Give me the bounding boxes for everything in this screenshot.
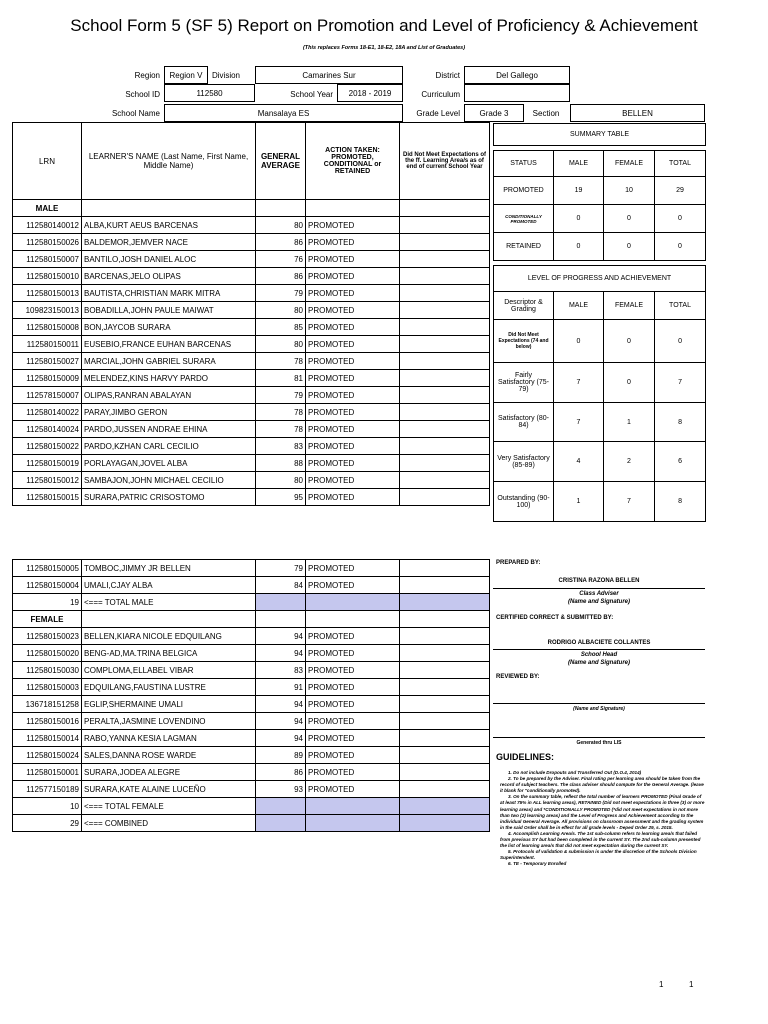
learner-lrn: 112580150012 [13, 472, 82, 489]
progress-total: 6 [655, 442, 706, 482]
school-name-label: School Name [111, 109, 160, 118]
summary-male: 0 [554, 205, 604, 233]
summary-status: CONDITIONALLY PROMOTED [494, 205, 554, 233]
learner-notmet [400, 404, 490, 421]
learner-name: MELENDEZ,KINS HARVY PARDO [82, 370, 256, 387]
summary-header-row [494, 151, 706, 177]
adviser-name: CRISTINA RAZONA BELLEN [558, 578, 640, 584]
learner-action: PROMOTED [306, 234, 400, 251]
learner-lrn: 112580150016 [13, 713, 82, 730]
learner-average: 94 [256, 696, 306, 713]
summary-h-total: TOTAL [655, 151, 706, 177]
summary-row [494, 205, 706, 233]
learner-average: 86 [256, 234, 306, 251]
learner-notmet [400, 285, 490, 302]
table-row [13, 560, 490, 577]
learner-action: PROMOTED [306, 764, 400, 781]
curriculum-field [464, 84, 570, 102]
table-row [13, 781, 490, 798]
head-name: RODRIGO ALBACIETE COLLANTES [547, 640, 651, 646]
col-avg: GENERAL AVERAGE [256, 123, 306, 200]
learner-average: 79 [256, 285, 306, 302]
learner-table-continued [12, 559, 490, 832]
page-title: School Form 5 (SF 5) Report on Promotion and Level of Proficiency & Achievement [70, 16, 698, 35]
learner-notmet [400, 764, 490, 781]
learner-action: PROMOTED [306, 387, 400, 404]
learner-name: PERALTA,JASMINE LOVENDINO [82, 713, 256, 730]
combined-row [13, 815, 490, 832]
learner-average: 80 [256, 472, 306, 489]
total-male-count: 19 [13, 594, 82, 611]
guidelines-title: GUIDELINES: [496, 752, 555, 762]
learner-action: PROMOTED [306, 353, 400, 370]
learner-name: BANTILO,JOSH DANIEL ALOC [82, 251, 256, 268]
learner-action: PROMOTED [306, 713, 400, 730]
learner-lrn: 112580150011 [13, 336, 82, 353]
summary-male: 19 [554, 177, 604, 205]
progress-row [494, 320, 706, 363]
summary-total: 29 [655, 177, 706, 205]
learner-lrn: 112580150008 [13, 319, 82, 336]
summary-h-male: MALE [554, 151, 604, 177]
learner-name: EUSEBIO,FRANCE EUHAN BARCENAS [82, 336, 256, 353]
progress-header-row [494, 292, 706, 320]
learner-notmet [400, 577, 490, 594]
table-row [13, 679, 490, 696]
progress-row [494, 482, 706, 522]
combined-count: 29 [13, 815, 82, 832]
learner-name: PARDO,KZHAN CARL CECILIO [82, 438, 256, 455]
prepared-by-label: PREPARED BY: [496, 560, 541, 566]
grade-level-label: Grade Level [416, 109, 460, 118]
learner-action: PROMOTED [306, 421, 400, 438]
learner-average: 81 [256, 370, 306, 387]
section-label: Section [532, 109, 560, 118]
learner-notmet [400, 662, 490, 679]
progress-total: 7 [655, 363, 706, 403]
school-year-field: 2018 - 2019 [337, 84, 403, 102]
table-row [13, 730, 490, 747]
learner-average: 86 [256, 268, 306, 285]
progress-desc: Fairly Satisfactory (75-79) [494, 363, 554, 403]
head-role: School Head [580, 652, 618, 658]
total-female-label: <=== TOTAL FEMALE [82, 798, 256, 815]
table-header-row [13, 123, 490, 200]
table-row [13, 251, 490, 268]
col-action: ACTION TAKEN: PROMOTED, CONDITIONAL or RETAINED [306, 123, 400, 200]
page-number: 1 [659, 980, 664, 989]
total-female-row [13, 798, 490, 815]
progress-title: LEVEL OF PROGRESS AND ACHIEVEMENT [494, 266, 706, 292]
learner-lrn: 109823150013 [13, 302, 82, 319]
learner-name: MARCIAL,JOHN GABRIEL SURARA [82, 353, 256, 370]
learner-average: 79 [256, 387, 306, 404]
learner-name: SURARA,PATRIC CRISOSTOMO [82, 489, 256, 506]
learner-name: ALBA,KURT AEUS BARCENAS [82, 217, 256, 234]
learner-action: PROMOTED [306, 679, 400, 696]
female-label: FEMALE [13, 611, 82, 628]
summary-status: RETAINED [494, 233, 554, 261]
learner-lrn: 112580150005 [13, 560, 82, 577]
learner-average: 83 [256, 662, 306, 679]
table-row [13, 747, 490, 764]
progress-male: 7 [554, 363, 604, 403]
learner-average: 78 [256, 404, 306, 421]
learner-average: 88 [256, 455, 306, 472]
learner-action: PROMOTED [306, 747, 400, 764]
table-row [13, 285, 490, 302]
learner-lrn: 112580150013 [13, 285, 82, 302]
learner-notmet [400, 747, 490, 764]
learner-lrn: 112580150023 [13, 628, 82, 645]
learner-notmet [400, 781, 490, 798]
learner-lrn: 112580140022 [13, 404, 82, 421]
district-field: Del Gallego [464, 66, 570, 84]
learner-name: RABO,YANNA KESIA LAGMAN [82, 730, 256, 747]
progress-female: 7 [604, 482, 655, 522]
learner-action: PROMOTED [306, 560, 400, 577]
table-row [13, 268, 490, 285]
learner-name: SALES,DANNA ROSE WARDE [82, 747, 256, 764]
table-row [13, 319, 490, 336]
learner-notmet [400, 319, 490, 336]
learner-notmet [400, 645, 490, 662]
progress-desc: Very Satisfactory (85-89) [494, 442, 554, 482]
female-section-row [13, 611, 490, 628]
summary-h-status: STATUS [494, 151, 554, 177]
learner-notmet [400, 472, 490, 489]
learner-average: 95 [256, 489, 306, 506]
learner-notmet [400, 489, 490, 506]
learner-name: COMPLOMA,ELLABEL VIBAR [82, 662, 256, 679]
learner-lrn: 136718151258 [13, 696, 82, 713]
learner-notmet [400, 387, 490, 404]
learner-notmet [400, 336, 490, 353]
learner-action: PROMOTED [306, 285, 400, 302]
learner-lrn: 112580150004 [13, 577, 82, 594]
division-label: Division [212, 71, 241, 80]
learner-average: 94 [256, 645, 306, 662]
learner-lrn: 112580150009 [13, 370, 82, 387]
learner-notmet [400, 696, 490, 713]
learner-average: 79 [256, 560, 306, 577]
guideline-item: 6. TE - Temporary Enrolled [508, 861, 567, 867]
table-row [13, 455, 490, 472]
learner-notmet [400, 421, 490, 438]
learner-name: TOMBOC,JIMMY JR BELLEN [82, 560, 256, 577]
guideline-item: 4. Accomplish Learning Area/s. The 1st sub-column refers to learning area/s that failed from previous SY but had been completed in the current SY. The 2nd sub-column presented the list of learning area/s that did not meet expectation during the current SY. [500, 830, 701, 849]
table-row [13, 336, 490, 353]
summary-female: 0 [604, 205, 655, 233]
col-notmet: Did Not Meet Expectations of the ff. Learning Area/s as of end of current School Year [400, 123, 490, 200]
table-row [13, 645, 490, 662]
learner-action: PROMOTED [306, 730, 400, 747]
progress-total: 8 [655, 482, 706, 522]
page-subtitle: (This replaces Forms 18-E1, 18-E2, 18A and List of Graduates) [302, 45, 466, 51]
learner-name: PORLAYAGAN,JOVEL ALBA [82, 455, 256, 472]
learner-average: 78 [256, 353, 306, 370]
combined-label: <=== COMBINED [82, 815, 256, 832]
region-field: Region V [164, 66, 208, 84]
learner-action: PROMOTED [306, 319, 400, 336]
learner-average: 86 [256, 764, 306, 781]
learner-average: 78 [256, 421, 306, 438]
col-name: LEARNER'S NAME (Last Name, First Name, Middle Name) [82, 123, 256, 200]
learner-lrn: 112580150015 [13, 489, 82, 506]
learner-lrn: 112580150020 [13, 645, 82, 662]
summary-female: 0 [604, 233, 655, 261]
learner-lrn: 112580150010 [13, 268, 82, 285]
male-section-row [13, 200, 490, 217]
learner-notmet [400, 302, 490, 319]
table-row [13, 696, 490, 713]
learner-notmet [400, 353, 490, 370]
learner-action: PROMOTED [306, 645, 400, 662]
learner-lrn: 112580150030 [13, 662, 82, 679]
progress-h-total: TOTAL [655, 292, 706, 320]
learner-lrn: 112580150001 [13, 764, 82, 781]
learner-name: BARCENAS,JELO OLIPAS [82, 268, 256, 285]
learner-name: BALDEMOR,JEMVER NACE [82, 234, 256, 251]
learner-action: PROMOTED [306, 404, 400, 421]
learner-average: 85 [256, 319, 306, 336]
progress-male: 1 [554, 482, 604, 522]
progress-row [494, 442, 706, 482]
learner-average: 80 [256, 336, 306, 353]
progress-female: 0 [604, 320, 655, 363]
learner-lrn: 112580140012 [13, 217, 82, 234]
learner-name: PARAY,JIMBO GERON [82, 404, 256, 421]
table-row [13, 489, 490, 506]
learner-name: SURARA,JODEA ALEGRE [82, 764, 256, 781]
learner-average: 83 [256, 438, 306, 455]
learner-action: PROMOTED [306, 489, 400, 506]
school-name-field: Mansalaya ES [164, 104, 403, 122]
learner-notmet [400, 370, 490, 387]
summary-row [494, 233, 706, 261]
summary-total: 0 [655, 205, 706, 233]
table-row [13, 438, 490, 455]
learner-name: UMALI,CJAY ALBA [82, 577, 256, 594]
learner-name: BELLEN,KIARA NICOLE EDQUILANG [82, 628, 256, 645]
learner-action: PROMOTED [306, 577, 400, 594]
learner-average: 94 [256, 713, 306, 730]
learner-average: 76 [256, 251, 306, 268]
table-row [13, 370, 490, 387]
guideline-item: 2. To be prepared by the Adviser. Final rating per learning area should be taken from the record of subject teachers. The class adviser should compute for the General Average. (leave it blank for "conditionally promoted). [500, 776, 704, 794]
learner-notmet [400, 217, 490, 234]
generated-note: Generated thru LIS [576, 740, 622, 746]
progress-male: 7 [554, 403, 604, 442]
adviser-role: Class Adviser [579, 591, 619, 597]
progress-row [494, 403, 706, 442]
school-id-label: School ID [125, 90, 160, 99]
guideline-item: 5. Protocols of validation & submission is under the discretion of the Schools Division Superintendent. [500, 849, 697, 861]
learner-notmet [400, 438, 490, 455]
learner-action: PROMOTED [306, 781, 400, 798]
learner-average: 84 [256, 577, 306, 594]
division-field: Camarines Sur [255, 66, 403, 84]
progress-female: 2 [604, 442, 655, 482]
progress-h-male: MALE [554, 292, 604, 320]
learner-average: 80 [256, 302, 306, 319]
learner-name: OLIPAS,RANRAN ABALAYAN [82, 387, 256, 404]
learner-name: PARDO,JUSSEN ANDRAE EHINA [82, 421, 256, 438]
summary-male: 0 [554, 233, 604, 261]
summary-total: 0 [655, 233, 706, 261]
table-row [13, 421, 490, 438]
learner-notmet [400, 713, 490, 730]
learner-name: BENG-AD,MA.TRINA BELGICA [82, 645, 256, 662]
learner-name: BON,JAYCOB SURARA [82, 319, 256, 336]
learner-notmet [400, 679, 490, 696]
learner-average: 91 [256, 679, 306, 696]
summary-h-female: FEMALE [604, 151, 655, 177]
progress-male: 4 [554, 442, 604, 482]
table-row [13, 577, 490, 594]
summary-status: PROMOTED [494, 177, 554, 205]
learner-notmet [400, 455, 490, 472]
learner-average: 80 [256, 217, 306, 234]
learner-name: BAUTISTA,CHRISTIAN MARK MITRA [82, 285, 256, 302]
progress-table [493, 265, 706, 522]
reviewer-name-sig: (Name and Signature) [573, 706, 625, 712]
guidelines-list [500, 770, 705, 868]
learner-average: 94 [256, 628, 306, 645]
reviewed-label: REVIEWED BY: [496, 674, 540, 680]
learner-average: 89 [256, 747, 306, 764]
learner-action: PROMOTED [306, 336, 400, 353]
learner-notmet [400, 234, 490, 251]
school-id-field: 112580 [164, 84, 255, 102]
progress-h-desc: Descriptor & Grading [494, 292, 554, 320]
learner-lrn: 112580150027 [13, 353, 82, 370]
learner-lrn: 112580150024 [13, 747, 82, 764]
district-label: District [435, 71, 460, 80]
guideline-item: 3. On the summary table, reflect the total number of learners PROMOTED (Final Grade of at least 75% in ALL learning areas), RETAINED (Did not meet expectations in three (3) or more learning areas) and *CONDITIONALLY PROMOTED (*did not meet expectations in not more than two (2) learning areas) and the Level of Progress and Achievement according to the individual General Average. All provisions on classroom assessment and the grading system in the said Order shall be in effect for all grade levels - Deped Order 29, s. 2015. [500, 794, 705, 830]
table-row [13, 387, 490, 404]
grade-level-field: Grade 3 [464, 104, 524, 122]
adviser-name-sig: (Name and Signature) [567, 599, 630, 605]
learner-notmet [400, 730, 490, 747]
table-row [13, 662, 490, 679]
learner-notmet [400, 560, 490, 577]
table-row [13, 472, 490, 489]
region-label: Region [134, 71, 160, 80]
learner-action: PROMOTED [306, 217, 400, 234]
learner-name: SAMBAJON,JOHN MICHAEL CECILIO [82, 472, 256, 489]
table-row [13, 764, 490, 781]
total-male-label: <=== TOTAL MALE [82, 594, 256, 611]
progress-male: 0 [554, 320, 604, 363]
table-row [13, 234, 490, 251]
curriculum-label: Curriculum [421, 90, 460, 99]
learner-lrn: 112580150026 [13, 234, 82, 251]
learner-action: PROMOTED [306, 662, 400, 679]
learner-name: EDQUILANG,FAUSTINA LUSTRE [82, 679, 256, 696]
summary-title: SUMMARY TABLE [494, 124, 706, 146]
learner-action: PROMOTED [306, 438, 400, 455]
progress-desc: Did Not Meet Expectations (74 and below) [494, 320, 554, 363]
table-row [13, 404, 490, 421]
learner-action: PROMOTED [306, 268, 400, 285]
learner-lrn: 112580150019 [13, 455, 82, 472]
learner-action: PROMOTED [306, 696, 400, 713]
learner-name: BOBADILLA,JOHN PAULE MAIWAT [82, 302, 256, 319]
summary-female: 10 [604, 177, 655, 205]
table-row [13, 353, 490, 370]
learner-lrn: 112580150022 [13, 438, 82, 455]
learner-lrn: 112580150003 [13, 679, 82, 696]
total-female-count: 10 [13, 798, 82, 815]
progress-female: 0 [604, 363, 655, 403]
section-field: BELLEN [570, 104, 705, 122]
learner-lrn: 112580140024 [13, 421, 82, 438]
summary-row [494, 177, 706, 205]
learner-average: 94 [256, 730, 306, 747]
learner-name: SURARA,KATE ALAINE LUCEÑO [82, 781, 256, 798]
learner-notmet [400, 268, 490, 285]
progress-h-female: FEMALE [604, 292, 655, 320]
head-name-sig: (Name and Signature) [567, 660, 630, 666]
learner-lrn: 112578150007 [13, 387, 82, 404]
guideline-item: 1. Do not include Dropouts and Transferred Out (D.O.4, 2014) [508, 770, 642, 775]
male-label: MALE [13, 200, 82, 217]
learner-average: 93 [256, 781, 306, 798]
learner-notmet [400, 628, 490, 645]
total-male-row [13, 594, 490, 611]
learner-table-male [12, 122, 490, 506]
table-row [13, 217, 490, 234]
progress-total: 0 [655, 320, 706, 363]
learner-name: EGLIP,SHERMAINE UMALI [82, 696, 256, 713]
learner-lrn: 112577150189 [13, 781, 82, 798]
learner-action: PROMOTED [306, 628, 400, 645]
table-row [13, 302, 490, 319]
progress-desc: Outstanding (90-100) [494, 482, 554, 522]
summary-table [493, 123, 706, 261]
table-row [13, 713, 490, 730]
learner-action: PROMOTED [306, 370, 400, 387]
certified-label: CERTIFIED CORRECT & SUBMITTED BY: [496, 615, 614, 621]
progress-female: 1 [604, 403, 655, 442]
learner-action: PROMOTED [306, 302, 400, 319]
learner-action: PROMOTED [306, 472, 400, 489]
learner-lrn: 112580150014 [13, 730, 82, 747]
table-row [13, 628, 490, 645]
learner-action: PROMOTED [306, 251, 400, 268]
progress-desc: Satisfactory (80-84) [494, 403, 554, 442]
learner-lrn: 112580150007 [13, 251, 82, 268]
learner-notmet [400, 251, 490, 268]
progress-row [494, 363, 706, 403]
progress-total: 8 [655, 403, 706, 442]
school-year-label: School Year [290, 90, 333, 99]
page-total: 1 [689, 980, 694, 989]
learner-action: PROMOTED [306, 455, 400, 472]
col-lrn: LRN [13, 123, 82, 200]
